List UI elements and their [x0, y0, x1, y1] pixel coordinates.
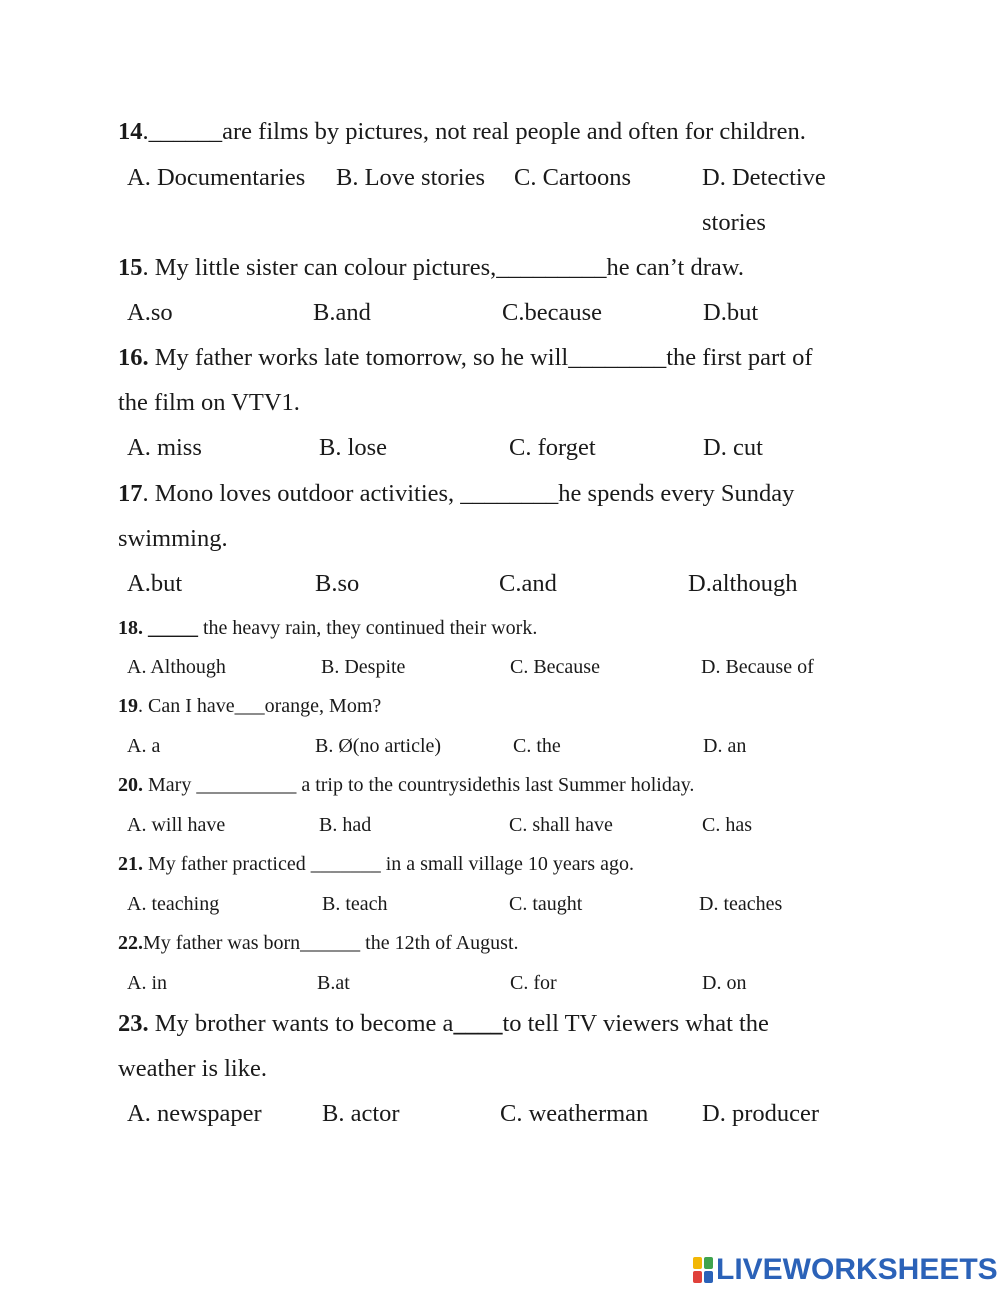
option-c: C. weatherman — [500, 1100, 649, 1127]
option-c: C. Because — [510, 656, 600, 678]
question-number: 22. — [118, 932, 143, 954]
option-d: D. an — [703, 735, 747, 757]
question-22 — [118, 932, 519, 955]
option-a: A. a — [127, 735, 161, 757]
option-a: A.so — [127, 299, 173, 326]
option-d: D. Because of — [701, 656, 814, 678]
question-17 — [118, 480, 794, 508]
option-c: C.and — [499, 570, 557, 597]
question-14 — [118, 118, 806, 146]
question-number: 16. — [118, 344, 149, 371]
logo-mark-tile — [704, 1271, 713, 1283]
logo-text: LIVEWORKSHEETS — [716, 1253, 998, 1286]
question-number: 15 — [118, 254, 143, 281]
question-number: 17 — [118, 480, 143, 507]
option-b: B.at — [317, 972, 350, 994]
question-number: 23. — [118, 1010, 149, 1037]
option-d-continued: stories — [702, 209, 766, 236]
question-stem: My brother wants to become a — [148, 1010, 454, 1037]
option-a: A. miss — [127, 434, 202, 461]
option-b: B. Love stories — [336, 164, 486, 191]
question-23 — [118, 1010, 769, 1038]
question-number: 19 — [118, 695, 138, 717]
logo-mark-tile — [693, 1257, 702, 1269]
option-a: A. Documentaries — [127, 164, 306, 191]
option-a: A. in — [127, 972, 167, 994]
option-d: D. teaches — [699, 893, 783, 915]
option-b: B. Ø(no article) — [315, 735, 442, 757]
option-d: D. producer — [702, 1100, 820, 1127]
option-d: C. has — [702, 814, 752, 836]
question-number: 20. — [118, 774, 143, 796]
answer-blank: _____ — [143, 617, 198, 639]
question-17-continued: swimming. — [118, 525, 228, 552]
option-c: C. forget — [509, 434, 596, 461]
option-a: A. newspaper — [127, 1100, 262, 1127]
option-c: C. for — [510, 972, 557, 994]
question-stem-after: to tell TV viewers what the — [502, 1010, 769, 1037]
option-b: B.so — [315, 570, 360, 597]
option-a: A. will have — [127, 814, 226, 836]
logo-mark-tile — [704, 1257, 713, 1269]
option-b: B.and — [313, 299, 371, 326]
option-a: A.but — [127, 570, 183, 597]
liveworksheets-logo-icon — [693, 1257, 713, 1283]
question-23-continued: weather is like. — [118, 1055, 267, 1082]
option-c: C. the — [513, 735, 561, 757]
question-stem: Mary __________ a trip to the countrysidethis last Summer holiday. — [143, 774, 695, 796]
question-16-continued: the film on VTV1. — [118, 389, 300, 416]
question-number: 18. — [118, 617, 143, 639]
question-16 — [118, 344, 812, 372]
option-c: C. shall have — [509, 814, 613, 836]
liveworksheets-logo[interactable] — [693, 1255, 998, 1285]
logo-mark-tile — [693, 1271, 702, 1283]
question-21 — [118, 853, 634, 876]
question-number: 14 — [118, 118, 143, 145]
option-d: D. cut — [703, 434, 763, 461]
question-20 — [118, 774, 694, 797]
option-d: D.but — [703, 299, 759, 326]
question-stem: the heavy rain, they continued their work. — [198, 617, 538, 639]
question-19 — [118, 695, 381, 718]
question-18 — [118, 617, 537, 640]
option-d: D. Detective — [702, 164, 826, 191]
option-c: C. Cartoons — [514, 164, 632, 191]
option-b: B. actor — [322, 1100, 400, 1127]
option-b: B. teach — [322, 893, 388, 915]
question-stem: My father works late tomorrow, so he will________the first part of — [148, 344, 813, 371]
question-stem: . Can I have___orange, Mom? — [138, 695, 382, 717]
option-b: B. Despite — [321, 656, 406, 678]
option-a: A. teaching — [127, 893, 220, 915]
option-a: A. Although — [127, 656, 226, 678]
answer-blank: ____ — [453, 1010, 503, 1037]
question-number: 21. — [118, 853, 143, 875]
option-d: D.although — [688, 570, 798, 597]
question-15 — [118, 254, 744, 282]
option-b: B. had — [319, 814, 372, 836]
option-c: C.because — [502, 299, 602, 326]
option-d: D. on — [702, 972, 747, 994]
option-b: B. lose — [319, 434, 388, 461]
option-c: C. taught — [509, 893, 583, 915]
question-stem: My father was born______ the 12th of August. — [143, 932, 519, 954]
question-stem: . Mono loves outdoor activities, ________he spends every Sunday — [142, 480, 795, 507]
question-stem: My father practiced _______ in a small village 10 years ago. — [143, 853, 634, 875]
question-stem: . My little sister can colour pictures,_________he can’t draw. — [142, 254, 744, 281]
question-stem: .______are films by pictures, not real people and often for children. — [142, 118, 806, 145]
